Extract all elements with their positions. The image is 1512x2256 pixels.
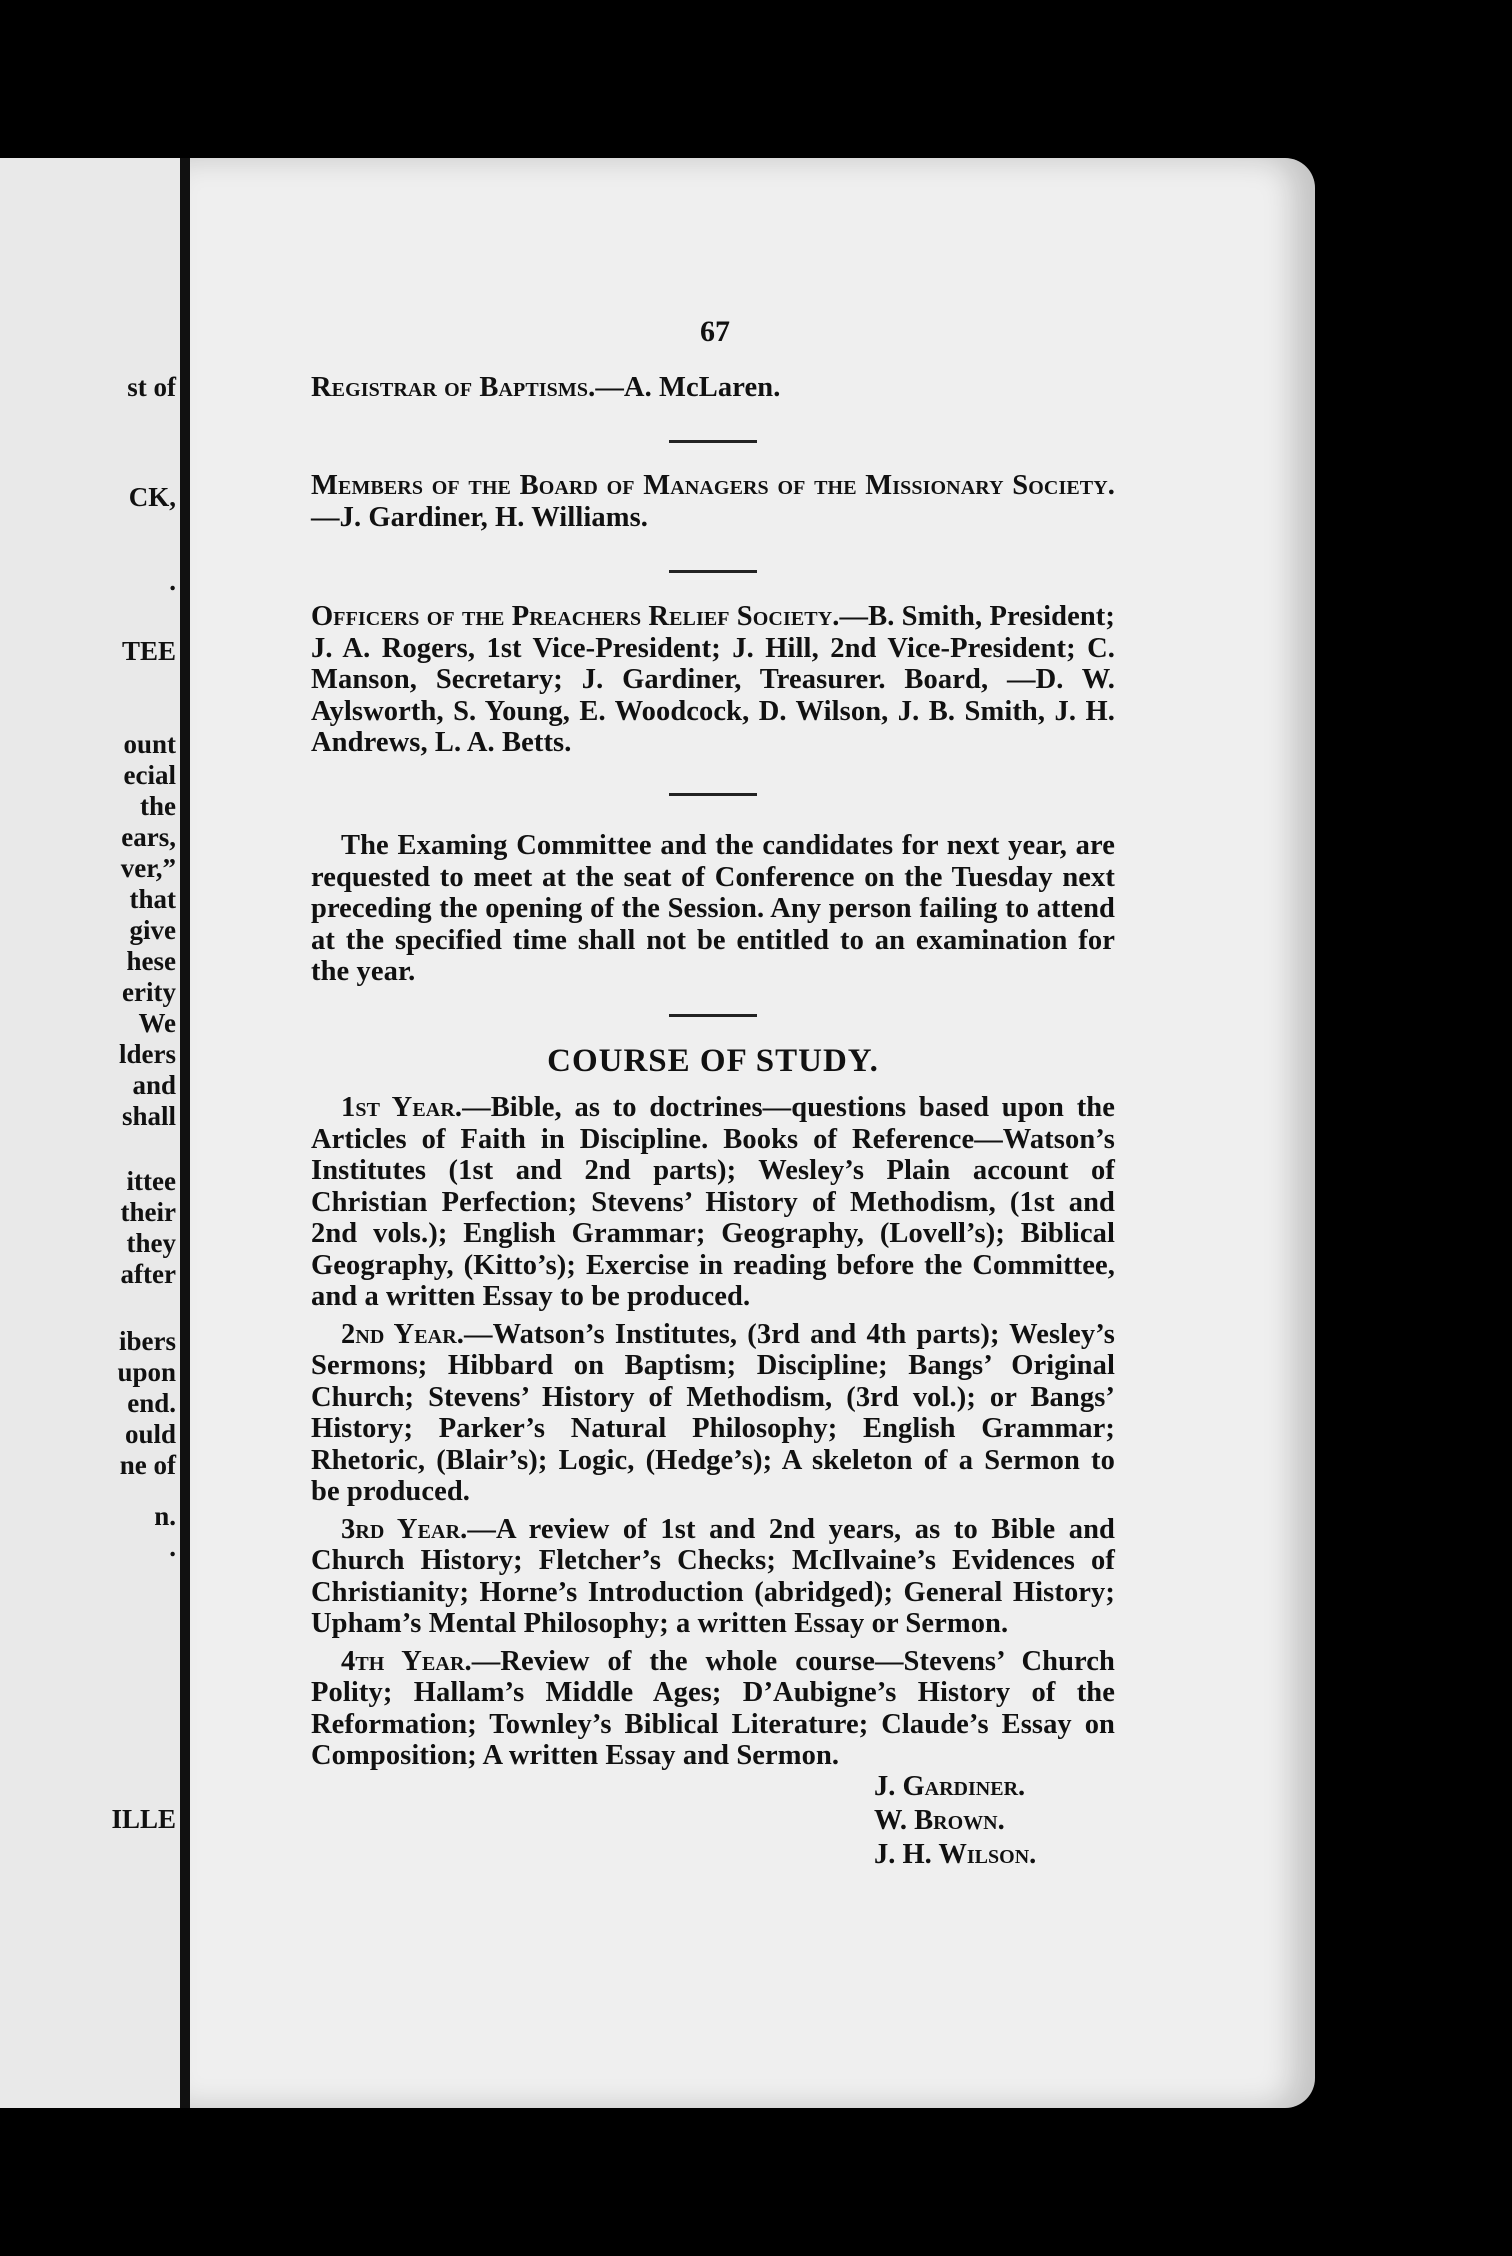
facing-fragment: they	[126, 1228, 176, 1258]
facing-fragment: hese	[126, 946, 176, 976]
page-number: 67	[700, 315, 730, 348]
officers-text: —B. Smith, President; J. A. Rogers, 1st Vice-President; J. Hill, 2nd Vice-President; C. Manson, Secretary; J. Gardiner, Treasurer. Board, —D. W. Aylsworth, S. Young, E. Woodcock, D. Wilson, J. B. Smith, J. H. Andrews, L. A. Betts.	[311, 601, 1115, 758]
year-paragraph	[311, 1646, 1115, 1772]
separator-rule	[311, 793, 1115, 796]
facing-fragment: ecial	[123, 760, 176, 790]
facing-fragment: after	[120, 1259, 176, 1289]
separator-rule	[311, 1014, 1115, 1017]
facing-fragment: ount	[123, 729, 176, 759]
registrar-text: —A. McLaren.	[595, 372, 781, 403]
facing-fragment: ould	[124, 1419, 176, 1449]
year-label: 2nd Year.	[341, 1318, 464, 1350]
separator-rule	[311, 570, 1115, 573]
facing-fragment: ILLE	[111, 1804, 176, 1834]
year-label: 3rd Year.	[341, 1513, 468, 1545]
members-text: —J. Gardiner, H. Williams.	[311, 501, 648, 533]
facing-fragment: CK,	[128, 482, 176, 512]
year-paragraph	[311, 1092, 1115, 1313]
signature-name: J. H. Wilson.	[874, 1839, 1037, 1870]
facing-fragment: give	[129, 915, 176, 945]
course-years	[311, 1092, 1115, 1772]
facing-fragment: ver,”	[120, 853, 176, 883]
facing-fragment: st of	[127, 372, 176, 402]
course-of-study-heading: COURSE OF STUDY.	[547, 1043, 879, 1079]
year-label: 4th Year.	[341, 1645, 472, 1677]
registrar-label: Registrar of Baptisms.	[311, 372, 596, 403]
facing-fragment: end.	[127, 1388, 176, 1418]
year-paragraph	[311, 1319, 1115, 1508]
facing-fragment: .	[169, 1532, 176, 1562]
facing-fragment: their	[120, 1197, 176, 1227]
registrar-paragraph	[311, 372, 1115, 404]
facing-fragment: ittee	[126, 1166, 176, 1196]
facing-fragment: TEE	[121, 636, 176, 666]
officers-label: Officers of the Preachers Relief Society.	[311, 601, 840, 632]
year-text: —Bible, as to doctrines—questions based upon the Articles of Faith in Discipline. Books of Reference—Watson’s Institutes (1st and 2nd parts); Wesley’s Plain account of Christian Perfection; Stevens’ History of Methodism, (1st and 2nd vols.); English Grammar; Geography, (Lovell’s); Biblical Geography, (Kitto’s); Exercise in reading before the Committee, and a written Essay to be produced.	[311, 1092, 1115, 1312]
facing-fragment: ibers	[119, 1326, 176, 1356]
examining-committee-paragraph: The Examing Committee and the candidates for next year, are requested to meet at the seat of Conference on the Tuesday next preceding the opening of the Session. Any person failing to attend at the specified time shall not be entitled to an examination for the year.	[311, 830, 1115, 987]
year-text: —A review of 1st and 2nd years, as to Bible and Church History; Fletcher’s Checks; McIlvaine’s Evidences of Christianity; Horne’s Introduction (abridged); General History; Upham’s Mental Philosophy; a written Essay or Sermon.	[311, 1513, 1115, 1639]
year-text: —Review of the whole course—Stevens’ Church Polity; Hallam’s Middle Ages; D’Aubigne’s History of the Reformation; Townley’s Biblical Literature; Claude’s Essay on Composition; A written Essay and Sermon.	[311, 1645, 1115, 1771]
book-gutter	[180, 158, 190, 2108]
members-label: Members of the Board of Managers of the Missionary Society.	[311, 470, 1115, 501]
year-paragraph	[311, 1514, 1115, 1640]
facing-fragment: ne of	[119, 1450, 176, 1480]
year-text: —Watson’s Institutes, (3rd and 4th parts); Wesley’s Sermons; Hibbard on Baptism; Discipline; Bangs’ Original Church; Stevens’ History of Methodism, (3rd vol.); or Bangs’ History; Parker’s Natural Philosophy; English Grammar; Rhetoric, (Blair’s); Logic, (Hedge’s); A skeleton of a Sermon to be produced.	[311, 1318, 1115, 1507]
facing-fragment: and	[132, 1070, 176, 1100]
facing-fragment: that	[129, 884, 176, 914]
facing-page-edge	[0, 158, 186, 2108]
facing-fragment: n.	[154, 1501, 176, 1531]
officers-paragraph	[311, 601, 1115, 759]
signatures	[874, 1770, 1115, 1872]
facing-fragment: shall	[121, 1101, 176, 1131]
facing-fragment: lders	[119, 1039, 176, 1069]
members-paragraph	[311, 470, 1115, 533]
signature-name: W. Brown.	[874, 1805, 1005, 1836]
facing-fragment: We	[138, 1008, 176, 1038]
separator-rule	[311, 440, 1115, 443]
signature-name: J. Gardiner.	[874, 1771, 1026, 1802]
facing-fragment: upon	[117, 1357, 176, 1387]
facing-fragment: the	[140, 791, 176, 821]
facing-fragment: ears,	[121, 822, 176, 852]
facing-fragment: .	[169, 566, 176, 596]
year-label: 1st Year.	[341, 1092, 463, 1123]
facing-fragment: erity	[122, 977, 176, 1007]
